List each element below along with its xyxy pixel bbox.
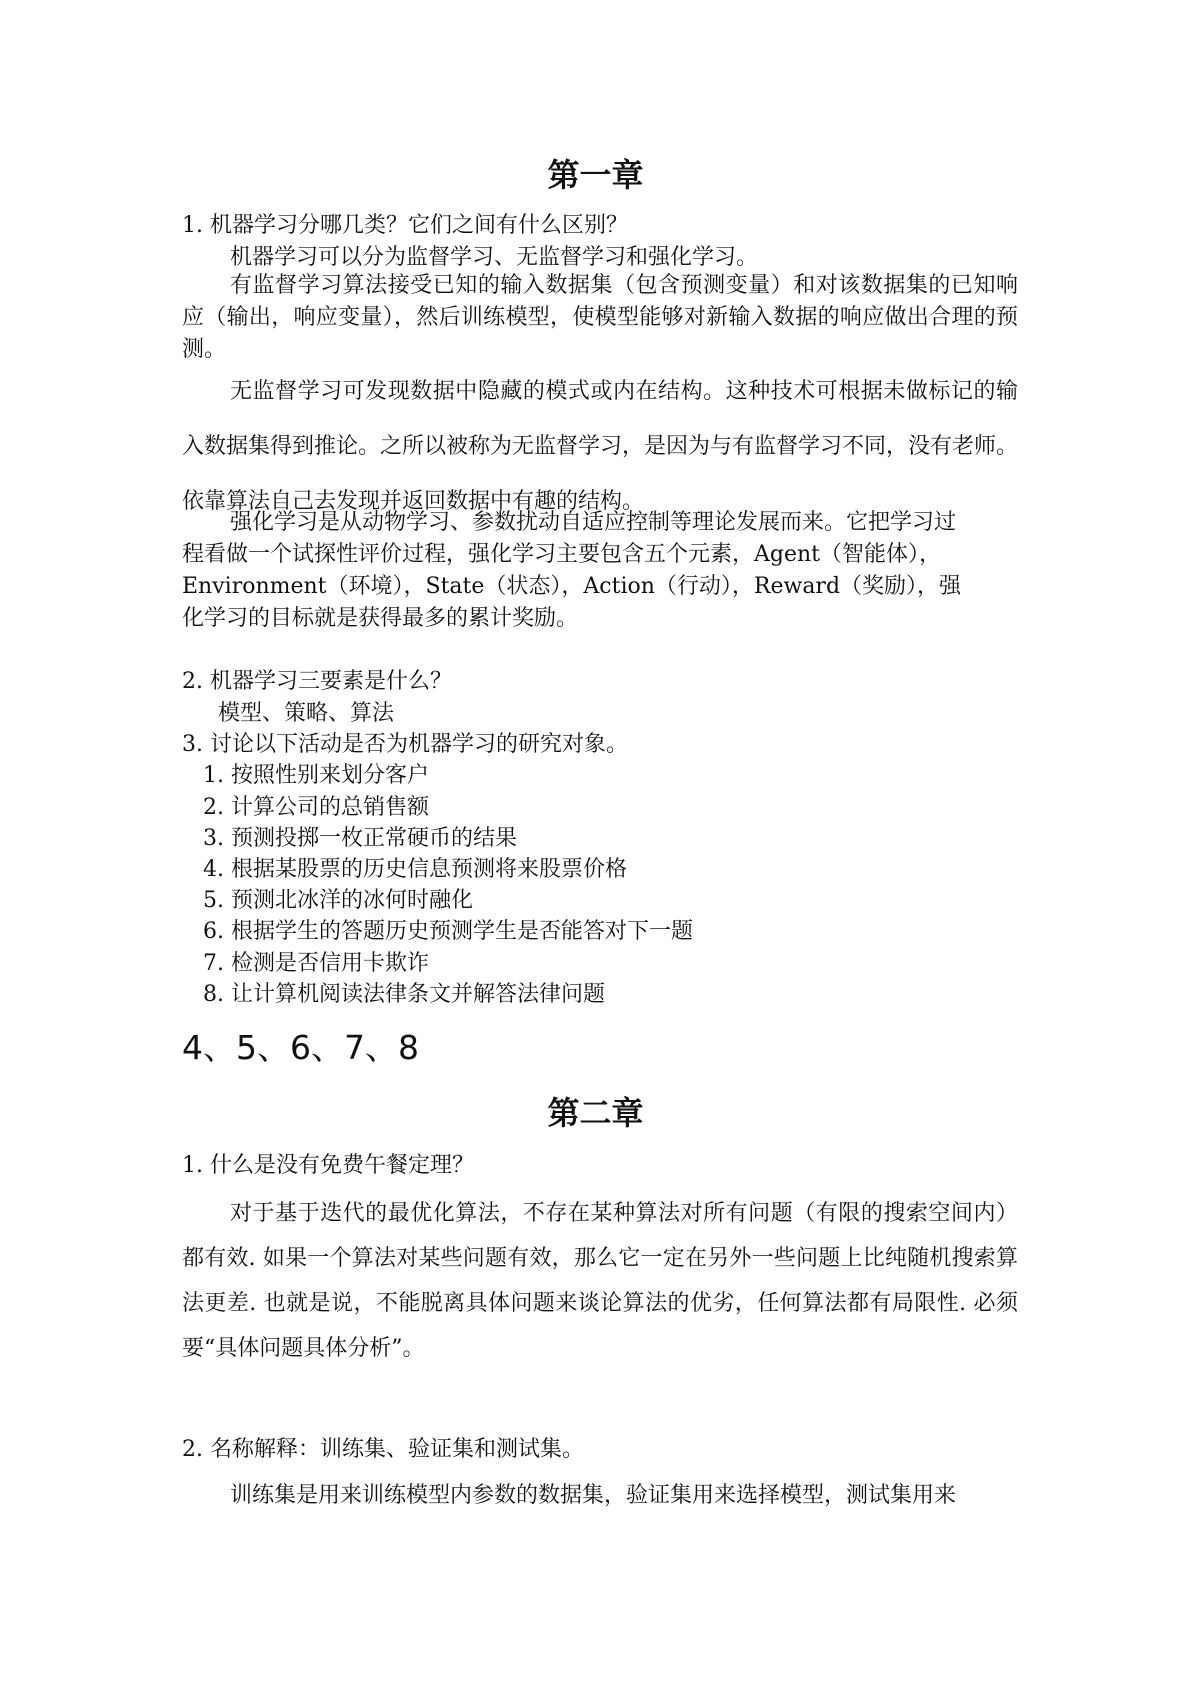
ch1-q3-item: 7. 检测是否信用卡欺诈 [203, 951, 429, 976]
ch1-q1-para-supervised: 有监督学习算法接受已知的输入数据集（包含预测变量）和对该数据集的已知响应（输出，响应变量），然后训练模型，使模型能够对新输入数据的响应做出合理的预测。 [182, 273, 1018, 362]
ch1-q3-item: 2. 计算公司的总销售额 [203, 795, 429, 820]
ch2-q1-answer: 对于基于迭代的最优化算法，不存在某种算法对所有问题（有限的搜索空间内）都有效. 如果一个算法对某些问题有效，那么它一定在另外一些问题上比纯随机搜索算法更差. 也就是说，不能脱离具体问题来谈论算法的优劣，任何算法都有局限性. 必须要“具体问题具体分析”。 [182, 1201, 1018, 1361]
ch1-q1-para-rl-line3: Environment（环境），State（状态），Action（行动），Reward（奖励），强 [182, 574, 962, 599]
ch1-q1-para-unsupervised: 无监督学习可发现数据中隐藏的模式或内在结构。这种技术可根据未做标记的输入数据集得到推论。之所以被称为无监督学习，是因为与有监督学习不同，没有老师。依靠算法自己去发现并返回数据中有趣的结构。 [182, 379, 1019, 514]
ch1-q3-item: 6. 根据学生的答题历史预测学生是否能答对下一题 [203, 919, 693, 944]
ch1-q1-para-rl-line2: 程看做一个试探性评价过程，强化学习主要包含五个元素，Agent（智能体）， [182, 542, 942, 567]
ch2-q2-answer: 训练集是用来训练模型内参数的数据集，验证集用来选择模型，测试集用来 [230, 1483, 957, 1508]
ch1-q3-item: 8. 让计算机阅读法律条文并解答法律问题 [203, 982, 605, 1007]
ch1-q3-answer: 4、5、6、7、8 [182, 1028, 419, 1067]
ch2-q1-question: 1. 什么是没有免费午餐定理？ [182, 1153, 474, 1178]
chapter-2-title: 第二章 [547, 1094, 644, 1132]
ch2-q2-question: 2. 名称解释：训练集、验证集和测试集。 [182, 1437, 584, 1462]
chapter-1-title: 第一章 [547, 156, 644, 194]
ch1-q1-question: 1. 机器学习分哪几类？它们之间有什么区别？ [182, 213, 628, 238]
ch1-q2-answer: 模型、策略、算法 [218, 701, 395, 726]
ch1-q1-para-rl-line4: 化学习的目标就是获得最多的累计奖励。 [182, 606, 579, 631]
ch1-q3-item: 4. 根据某股票的历史信息预测将来股票价格 [203, 857, 627, 882]
ch1-q3-item: 3. 预测投掷一枚正常硬币的结果 [203, 826, 517, 851]
ch1-q1-answer-intro: 机器学习可以分为监督学习、无监督学习和强化学习。 [230, 245, 759, 270]
ch1-q3-item: 5. 预测北冰洋的冰何时融化 [203, 888, 473, 913]
ch1-q1-para-rl-line1: 强化学习是从动物学习、参数扰动自适应控制等理论发展而来。它把学习过 [230, 510, 957, 535]
ch1-q3-item: 1. 按照性别来划分客户 [203, 763, 429, 788]
ch1-q2-question: 2. 机器学习三要素是什么？ [182, 669, 452, 694]
ch1-q3-question: 3. 讨论以下活动是否为机器学习的研究对象。 [182, 732, 628, 757]
